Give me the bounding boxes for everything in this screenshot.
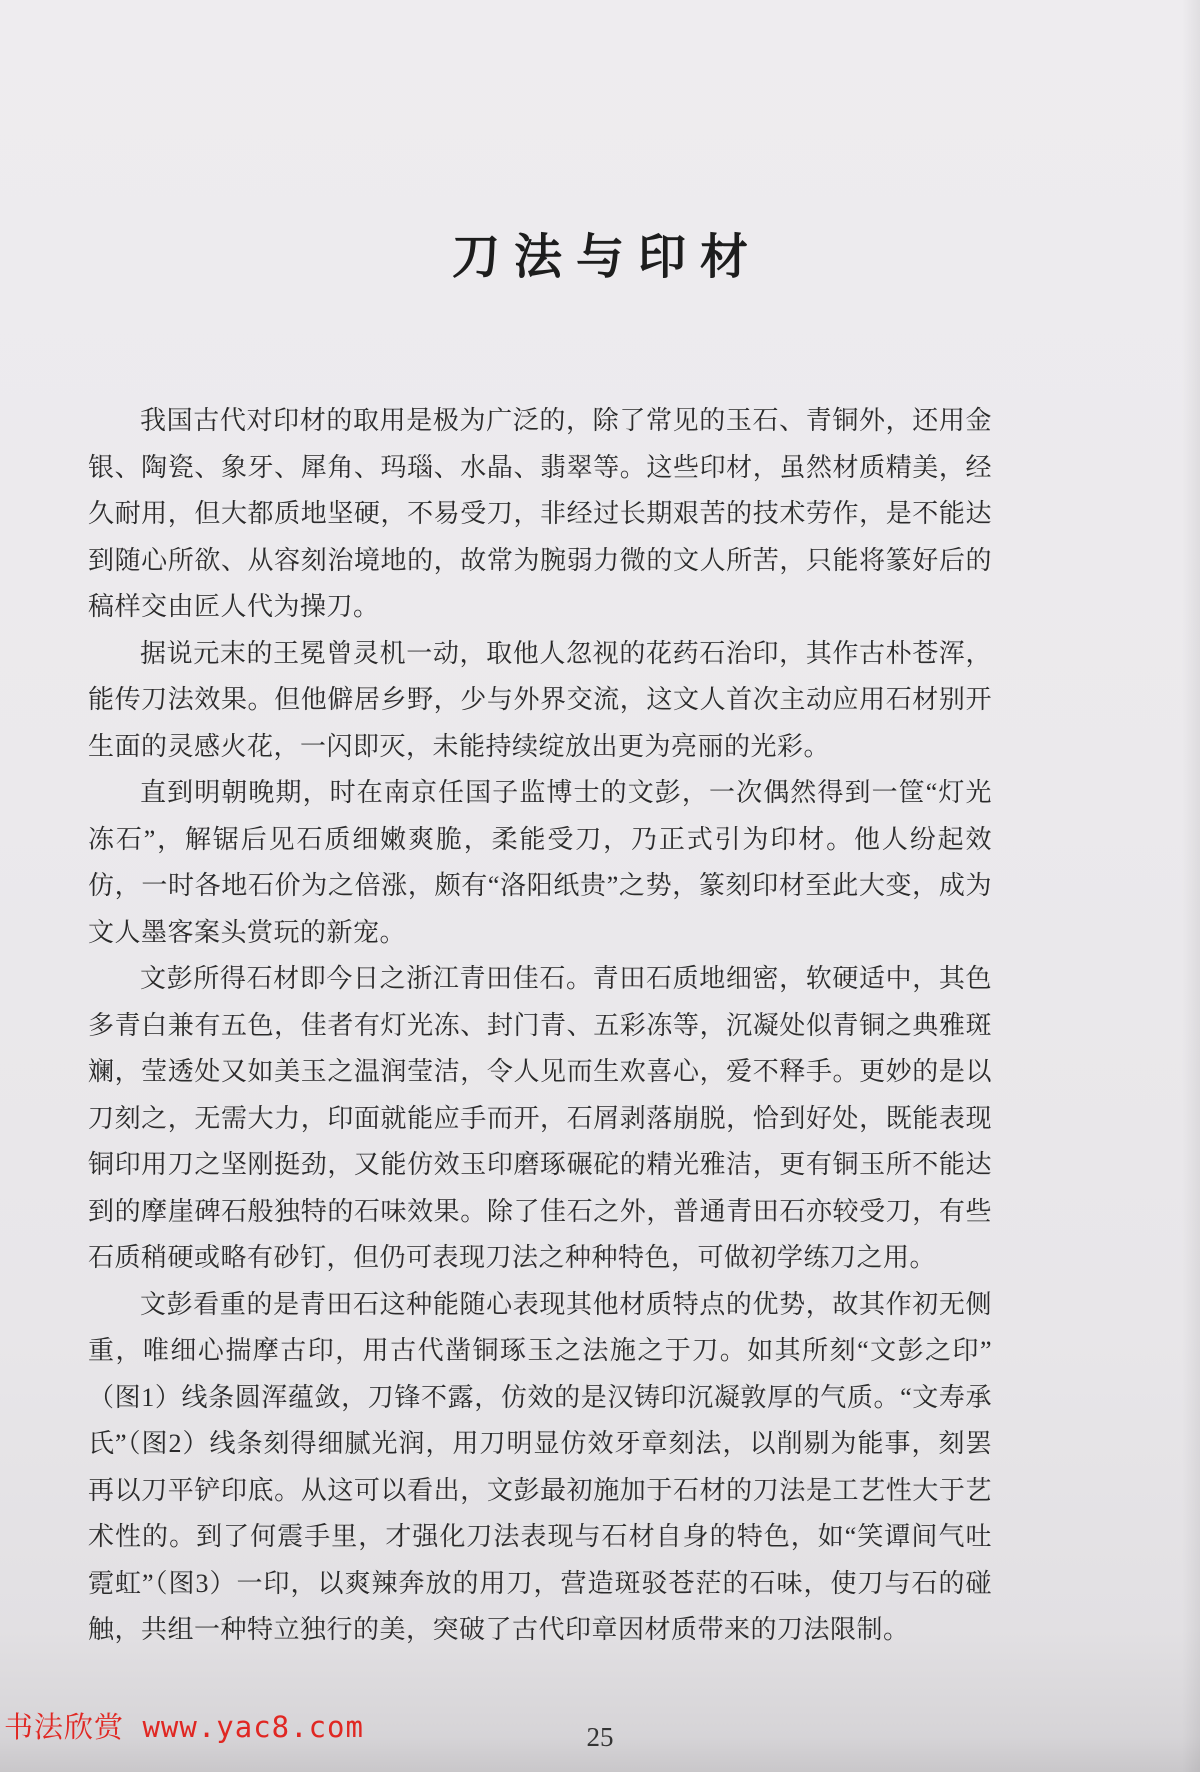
body-paragraph: 文彭看重的是青田石这种能随心表现其他材质特点的优势，故其作初无侧重，唯细心揣摩古印，用古代凿铜琢玉之法施之于刀。如其所刻“文彭之印”（图1）线条圆浑蕴敛，刀锋不露，仿效的是汉铸印沉凝敦厚的气质。“文寿承氏”（图2）线条刻得细腻光润，用刀明显仿效牙章刻法，以削剔为能事，刻罢再以刀平铲印底。从这可以看出，文彭最初施加于石材的刀法是工艺性大于艺术性的。到了何震手里，才强化刀法表现与石材自身的特色，如“笑谭间气吐霓虹”（图3）一印，以爽辣奔放的用刀，营造斑驳苍茫的石味，使刀与石的碰触，共组一种特立独行的美，突破了古代印章因材质带来的刀法限制。 (88, 1289, 992, 1644)
site-watermark: 书法欣赏 www.yac8.com (4, 1710, 364, 1744)
body-paragraph: 我国古代对印材的取用是极为广泛的，除了常见的玉石、青铜外，还用金银、陶瓷、象牙、犀角、玛瑙、水晶、翡翠等。这些印材，虽然材质精美，经久耐用，但大都质地坚硬，不易受刀，非经过长期艰苦的技术劳作，是不能达到随心所欲、从容刻治境地的，故常为腕弱力微的文人所苦，只能将篆好后的稿样交由匠人代为操刀。 (88, 406, 992, 621)
body-paragraph: 直到明朝晚期，时在南京任国子监博士的文彭，一次偶然得到一筐“灯光冻石”，解锯后见石质细嫩爽脆，柔能受刀，乃正式引为印材。他人纷起效仿，一时各地石价为之倍涨，颇有“洛阳纸贵”之势，篆刻印材至此大变，成为文人墨客案头赏玩的新宠。 (88, 778, 992, 947)
body-text (88, 398, 992, 1654)
page-number: 25 (586, 1722, 614, 1752)
page-title: 刀法与印材 (451, 231, 762, 285)
body-paragraph: 据说元末的王冕曾灵机一动，取他人忽视的花药石治印，其作古朴苍浑，能传刀法效果。但他僻居乡野，少与外界交流，这文人首次主动应用石材别开生面的灵感火花，一闪即灭，未能持续绽放出更为亮丽的光彩。 (88, 638, 992, 761)
body-paragraph: 文彭所得石材即今日之浙江青田佳石。青田石质地细密，软硬适中，其色多青白兼有五色，佳者有灯光冻、封门青、五彩冻等，沉凝处似青铜之典雅斑斓，莹透处又如美玉之温润莹洁，令人见而生欢喜心，爱不释手。更妙的是以刀刻之，无需大力，印面就能应手而开，石屑剥落崩脱，恰到好处，既能表现铜印用刀之坚刚挺劲，又能仿效玉印磨琢碾砣的精光雅洁，更有铜玉所不能达到的摩崖碑石般独特的石味效果。除了佳石之外，普通青田石亦较受刀，有些石质稍硬或略有砂钉，但仍可表现刀法之种种特色，可做初学练刀之用。 (88, 964, 992, 1272)
